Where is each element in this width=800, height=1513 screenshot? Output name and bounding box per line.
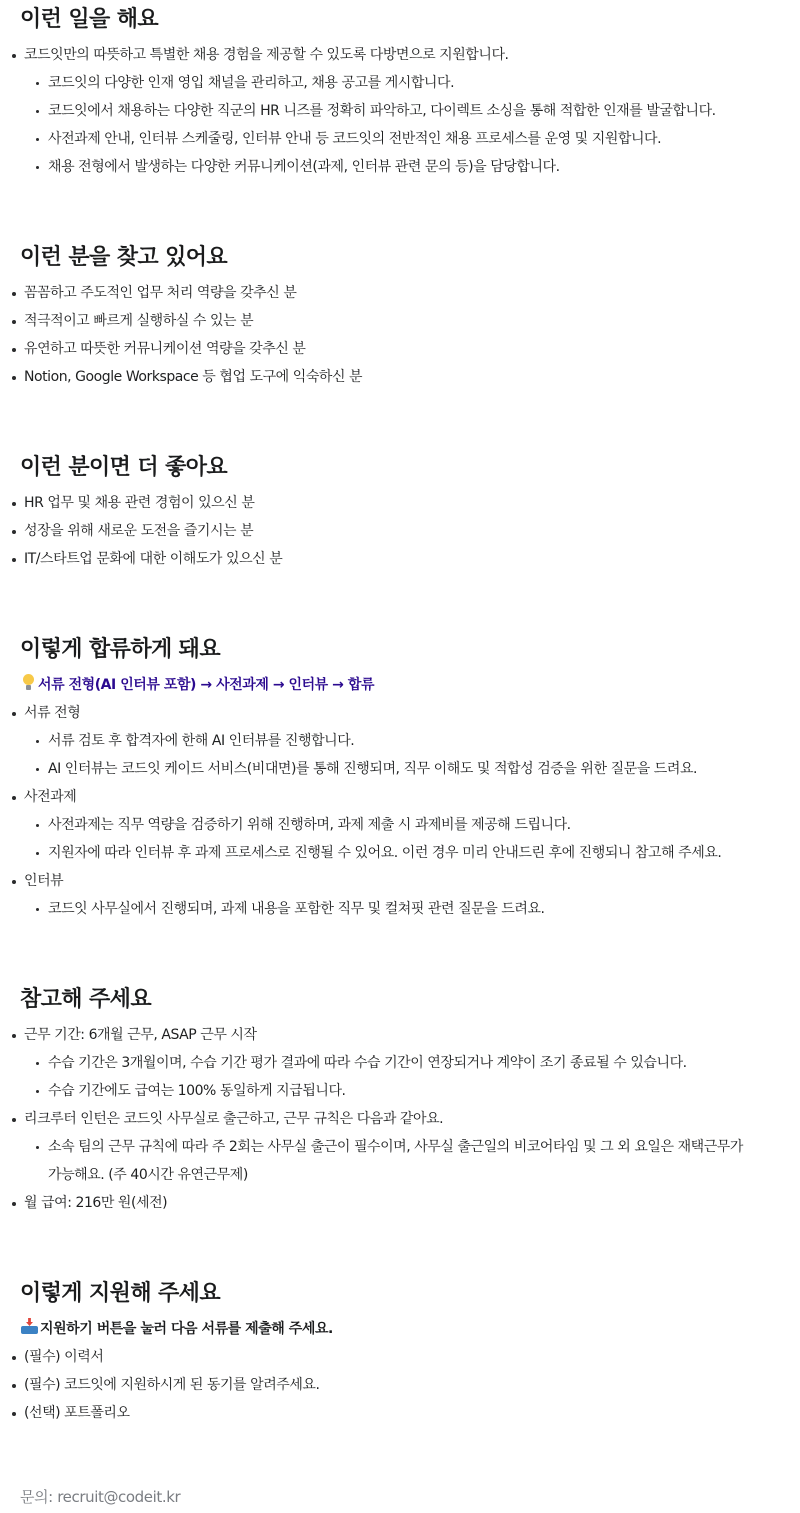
section-heading-role: 이런 일을 해요 xyxy=(20,7,159,32)
list-item: 코드잇 사무실에서 진행되며, 과제 내용을 포함한 직무 및 컬쳐핏 관련 질문을 드려요. xyxy=(48,895,545,923)
list-item: 월 급여: 216만 원(세전) xyxy=(24,1189,167,1217)
process-tip-text: 서류 전형(AI 인터뷰 포함) → 사전과제 → 인터뷰 → 합류 xyxy=(38,677,375,693)
list-item: (필수) 코드잇에 지원하시게 된 동기를 알려주세요. xyxy=(24,1371,320,1399)
list-item: 코드잇의 다양한 인재 영입 채널을 관리하고, 채용 공고를 게시합니다. xyxy=(48,69,454,97)
process-tip xyxy=(20,671,786,699)
list-item: 소속 팀의 근무 규칙에 따라 주 2회는 사무실 출근이 필수이며, 사무실 출근일의 비코어타임 및 그 외 요일은 재택근무가 가능해요. (주 40시간 유연근무제) xyxy=(48,1133,754,1189)
list-item: 수습 기간에도 급여는 100% 동일하게 지급됩니다. xyxy=(48,1077,346,1105)
list-item: (선택) 포트폴리오 xyxy=(24,1399,130,1427)
list-item: 서류 검토 후 합격자에 한해 AI 인터뷰를 진행합니다. xyxy=(48,727,354,755)
list-item: 코드잇에서 채용하는 다양한 직군의 HR 니즈를 정확히 파악하고, 다이렉트 소싱을 통해 적합한 인재를 발굴합니다. xyxy=(48,97,716,125)
section-heading-notes: 참고해 주세요 xyxy=(20,987,151,1012)
lightbulb-icon xyxy=(20,673,38,693)
list-item: 성장을 위해 새로운 도전을 즐기시는 분 xyxy=(24,517,253,545)
list-item: 코드잇만의 따뜻하고 특별한 채용 경험을 제공할 수 있도록 다방면으로 지원합니다. xyxy=(24,41,509,69)
list-item: 사전과제 xyxy=(24,783,76,811)
section-heading-process: 이렇게 합류하게 돼요 xyxy=(20,637,220,662)
inbox-tray-icon xyxy=(20,1318,40,1336)
section-heading-requirements: 이런 분을 찾고 있어요 xyxy=(20,245,228,270)
list-item: 적극적이고 빠르게 실행하실 수 있는 분 xyxy=(24,307,253,335)
section-heading-apply: 이렇게 지원해 주세요 xyxy=(20,1281,220,1306)
list-item: AI 인터뷰는 코드잇 케이드 서비스(비대면)를 통해 진행되며, 직무 이해도 및 적합성 검증을 위한 질문을 드려요. xyxy=(48,755,697,783)
list-item: 수습 기간은 3개월이며, 수습 기간 평가 결과에 따라 수습 기간이 연장되거나 계약이 조기 종료될 수 있습니다. xyxy=(48,1049,687,1077)
list-item: 인터뷰 xyxy=(24,867,63,895)
list-item: 꼼꼼하고 주도적인 업무 처리 역량을 갖추신 분 xyxy=(24,279,296,307)
contact-email: 문의: recruit@codeit.kr xyxy=(20,1488,181,1506)
apply-note xyxy=(20,1315,786,1343)
list-item: 지원자에 따라 인터뷰 후 과제 프로세스로 진행될 수 있어요. 이런 경우 미리 안내드린 후에 진행되니 참고해 주세요. xyxy=(48,839,721,867)
list-item: 사전과제 안내, 인터뷰 스케줄링, 인터뷰 안내 등 코드잇의 전반적인 채용 프로세스를 운영 및 지원합니다. xyxy=(48,125,661,153)
list-item: (필수) 이력서 xyxy=(24,1343,103,1371)
section-heading-preferred: 이런 분이면 더 좋아요 xyxy=(20,455,228,480)
list-item: HR 업무 및 채용 관련 경험이 있으신 분 xyxy=(24,489,254,517)
apply-note-text: 지원하기 버튼을 눌러 다음 서류를 제출해 주세요. xyxy=(40,1321,333,1337)
list-item: Notion, Google Workspace 등 협업 도구에 익숙하신 분 xyxy=(24,363,362,391)
list-item: 리크루터 인턴은 코드잇 사무실로 출근하고, 근무 규칙은 다음과 같아요. xyxy=(24,1105,443,1133)
list-item: IT/스타트업 문화에 대한 이해도가 있으신 분 xyxy=(24,545,282,573)
list-item: 채용 전형에서 발생하는 다양한 커뮤니케이션(과제, 인터뷰 관련 문의 등)을 담당합니다. xyxy=(48,153,560,181)
list-item: 유연하고 따뜻한 커뮤니케이션 역량을 갖추신 분 xyxy=(24,335,305,363)
list-item: 서류 전형 xyxy=(24,699,80,727)
list-item: 근무 기간: 6개월 근무, ASAP 근무 시작 xyxy=(24,1021,257,1049)
list-item: 사전과제는 직무 역량을 검증하기 위해 진행하며, 과제 제출 시 과제비를 제공해 드립니다. xyxy=(48,811,571,839)
